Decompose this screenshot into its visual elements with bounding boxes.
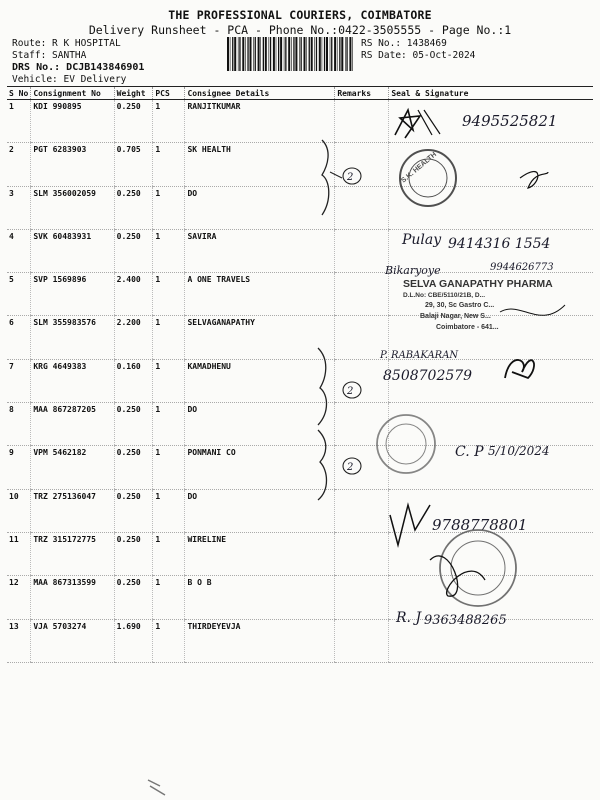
barcode-image xyxy=(227,37,355,71)
cell-consignment: PGT 6283903 xyxy=(31,143,114,186)
signature-row-4: Pulay xyxy=(402,232,442,248)
cell-consignee: DO xyxy=(185,403,335,446)
col-seal-signature: Seal & Signature xyxy=(389,87,593,100)
cell-remarks xyxy=(335,403,389,446)
cell-sno: 10 xyxy=(7,489,31,532)
cell-remarks xyxy=(335,619,389,662)
table-header-row xyxy=(7,87,593,100)
cell-weight: 2.400 xyxy=(114,273,153,316)
cell-seal-signature xyxy=(389,143,593,186)
cell-consignment: VJA 5703274 xyxy=(31,619,114,662)
cell-sno: 8 xyxy=(7,403,31,446)
cell-weight: 0.250 xyxy=(114,403,153,446)
table-row xyxy=(7,100,593,143)
cell-consignment: MAA 867313599 xyxy=(31,576,114,619)
table-row xyxy=(7,359,593,402)
cell-consignment: MAA 867287205 xyxy=(31,403,114,446)
phone-row-4: 9414316 1554 xyxy=(448,236,551,252)
table-row xyxy=(7,619,593,662)
cell-consignment: SLM 355983576 xyxy=(31,316,114,359)
cell-weight: 0.160 xyxy=(114,359,153,402)
cell-remarks xyxy=(335,186,389,229)
route-label: Route: R K HOSPITAL xyxy=(12,38,121,49)
cell-consignee: DO xyxy=(185,186,335,229)
cell-remarks xyxy=(335,446,389,489)
cell-pcs: 1 xyxy=(153,229,185,272)
col-remarks: Remarks xyxy=(335,87,389,100)
cell-seal-signature xyxy=(389,489,593,532)
cell-seal-signature xyxy=(389,229,593,272)
cell-remarks xyxy=(335,229,389,272)
cell-weight: 0.705 xyxy=(114,143,153,186)
drs-number: DRS No.: DCJB143846901 xyxy=(12,62,145,73)
delivery-table xyxy=(7,86,593,663)
cell-pcs: 1 xyxy=(153,532,185,575)
signature-row-9: C. P xyxy=(455,444,484,460)
svg-text:SELVA GANAPATHY PHARMA: SELVA GANAPATHY PHARMA xyxy=(403,278,553,290)
cell-sno: 5 xyxy=(7,273,31,316)
cell-pcs: 1 xyxy=(153,273,185,316)
cell-seal-signature xyxy=(389,619,593,662)
cell-sno: 9 xyxy=(7,446,31,489)
table-row xyxy=(7,403,593,446)
cell-remarks xyxy=(335,143,389,186)
cell-remarks xyxy=(335,359,389,402)
cell-weight: 0.250 xyxy=(114,576,153,619)
cell-consignment: KRG 4649383 xyxy=(31,359,114,402)
cell-consignee: SELVAGANAPATHY xyxy=(185,316,335,359)
cell-consignee: SK HEALTH xyxy=(185,143,335,186)
cell-pcs: 1 xyxy=(153,576,185,619)
col-weight: Weight xyxy=(114,87,153,100)
cell-pcs: 1 xyxy=(153,316,185,359)
svg-text:Balaji Nagar, New S...: Balaji Nagar, New S... xyxy=(420,313,491,320)
cell-pcs: 1 xyxy=(153,359,185,402)
cell-consignee: DO xyxy=(185,489,335,532)
cell-sno: 11 xyxy=(7,532,31,575)
table-row xyxy=(7,489,593,532)
name-row-7: P. RABAKARAN xyxy=(380,350,459,361)
cell-sno: 6 xyxy=(7,316,31,359)
cell-consignee: A ONE TRAVELS xyxy=(185,273,335,316)
cell-sno: 13 xyxy=(7,619,31,662)
cell-consignment: TRZ 275136047 xyxy=(31,489,114,532)
count-text-rows-7-8: 2 xyxy=(347,386,354,397)
signature-row-13: R. J xyxy=(396,610,422,626)
company-name: THE PROFESSIONAL COURIERS, COIMBATORE xyxy=(168,8,432,22)
cell-weight: 0.250 xyxy=(114,532,153,575)
cell-pcs: 1 xyxy=(153,143,185,186)
cell-pcs: 1 xyxy=(153,403,185,446)
col-consignment: Consignment No xyxy=(31,87,114,100)
phone-row-1: 9495525821 xyxy=(462,112,558,130)
cell-sno: 4 xyxy=(7,229,31,272)
cell-sno: 3 xyxy=(7,186,31,229)
name-row-5: Bikaryoye xyxy=(385,264,441,277)
phone-row-13: 9363488265 xyxy=(424,613,507,628)
cell-pcs: 1 xyxy=(153,100,185,143)
cell-pcs: 1 xyxy=(153,446,185,489)
header-right-info xyxy=(361,38,475,62)
cell-consignee: SAVIRA xyxy=(185,229,335,272)
cell-weight: 0.250 xyxy=(114,100,153,143)
cell-consignment: SLM 356002059 xyxy=(31,186,114,229)
cell-sno: 2 xyxy=(7,143,31,186)
cell-consignment: SVK 60483931 xyxy=(31,229,114,272)
cell-seal-signature xyxy=(389,186,593,229)
runsheet-title: Delivery Runsheet - PCA - Phone No.:0422-3505555 - Page No.:1 xyxy=(88,23,512,37)
cell-seal-signature xyxy=(389,576,593,619)
table-row xyxy=(7,273,593,316)
cell-weight: 0.250 xyxy=(114,229,153,272)
cell-remarks xyxy=(335,273,389,316)
scan-mark xyxy=(148,780,165,795)
cell-seal-signature xyxy=(389,403,593,446)
cell-remarks xyxy=(335,489,389,532)
cell-seal-signature xyxy=(389,273,593,316)
col-consignee: Consignee Details xyxy=(185,87,335,100)
cell-consignment: SVP 1569896 xyxy=(31,273,114,316)
table-row xyxy=(7,143,593,186)
staff-label: Staff: SANTHA xyxy=(12,50,87,61)
cell-weight: 1.690 xyxy=(114,619,153,662)
cell-weight: 2.200 xyxy=(114,316,153,359)
date-row-9: 5/10/2024 xyxy=(488,444,550,458)
cell-consignment: TRZ 315172775 xyxy=(31,532,114,575)
cell-consignment: VPM 5462182 xyxy=(31,446,114,489)
rs-number: RS No.: 1438469 xyxy=(361,38,447,49)
cell-consignee: THIRDEYEVJA xyxy=(185,619,335,662)
svg-text:Coimbatore - 641...: Coimbatore - 641... xyxy=(436,324,499,331)
cell-consignee: PONMANI CO xyxy=(185,446,335,489)
phone-row-5: 9944626773 xyxy=(490,262,554,273)
cell-consignment: KDI 990895 xyxy=(31,100,114,143)
table-row xyxy=(7,229,593,272)
cell-remarks xyxy=(335,576,389,619)
cell-consignee: KAMADHENU xyxy=(185,359,335,402)
vehicle-label: Vehicle: EV Delivery xyxy=(12,74,127,85)
count-text-rows-2-3: 2 xyxy=(347,172,354,183)
cell-remarks xyxy=(335,100,389,143)
table-row xyxy=(7,576,593,619)
cell-weight: 0.250 xyxy=(114,446,153,489)
cell-sno: 7 xyxy=(7,359,31,402)
cell-seal-signature xyxy=(389,100,593,143)
cell-remarks xyxy=(335,532,389,575)
table-row xyxy=(7,532,593,575)
svg-text:29, 30, Sc Gastro C...: 29, 30, Sc Gastro C... xyxy=(425,302,495,309)
cell-seal-signature xyxy=(389,316,593,359)
svg-text:D.L.No: CBE/5110/21B, D...: D.L.No: CBE/5110/21B, D... xyxy=(403,292,485,299)
table-row xyxy=(7,446,593,489)
count-text-rows-9-10: 2 xyxy=(347,462,354,473)
phone-row-7: 8508702579 xyxy=(383,368,473,384)
header-left-info xyxy=(12,38,144,86)
col-pcs: PCS xyxy=(153,87,185,100)
cell-sno: 12 xyxy=(7,576,31,619)
cell-seal-signature xyxy=(389,532,593,575)
cell-seal-signature xyxy=(389,446,593,489)
cell-consignee: B O B xyxy=(185,576,335,619)
cell-pcs: 1 xyxy=(153,186,185,229)
rs-date: RS Date: 05-Oct-2024 xyxy=(361,50,476,61)
svg-text:S.K. HEALTH: S.K. HEALTH xyxy=(400,151,438,185)
cell-pcs: 1 xyxy=(153,489,185,532)
cell-sno: 1 xyxy=(7,100,31,143)
cell-consignee: WIRELINE xyxy=(185,532,335,575)
cell-remarks xyxy=(335,316,389,359)
cell-weight: 0.250 xyxy=(114,186,153,229)
cell-seal-signature xyxy=(389,359,593,402)
col-sno: S No xyxy=(7,87,31,100)
table-row xyxy=(7,186,593,229)
cell-consignee: RANJITKUMAR xyxy=(185,100,335,143)
cell-pcs: 1 xyxy=(153,619,185,662)
table-row xyxy=(7,316,593,359)
cell-weight: 0.250 xyxy=(114,489,153,532)
phone-row-11: 9788778801 xyxy=(432,516,528,534)
